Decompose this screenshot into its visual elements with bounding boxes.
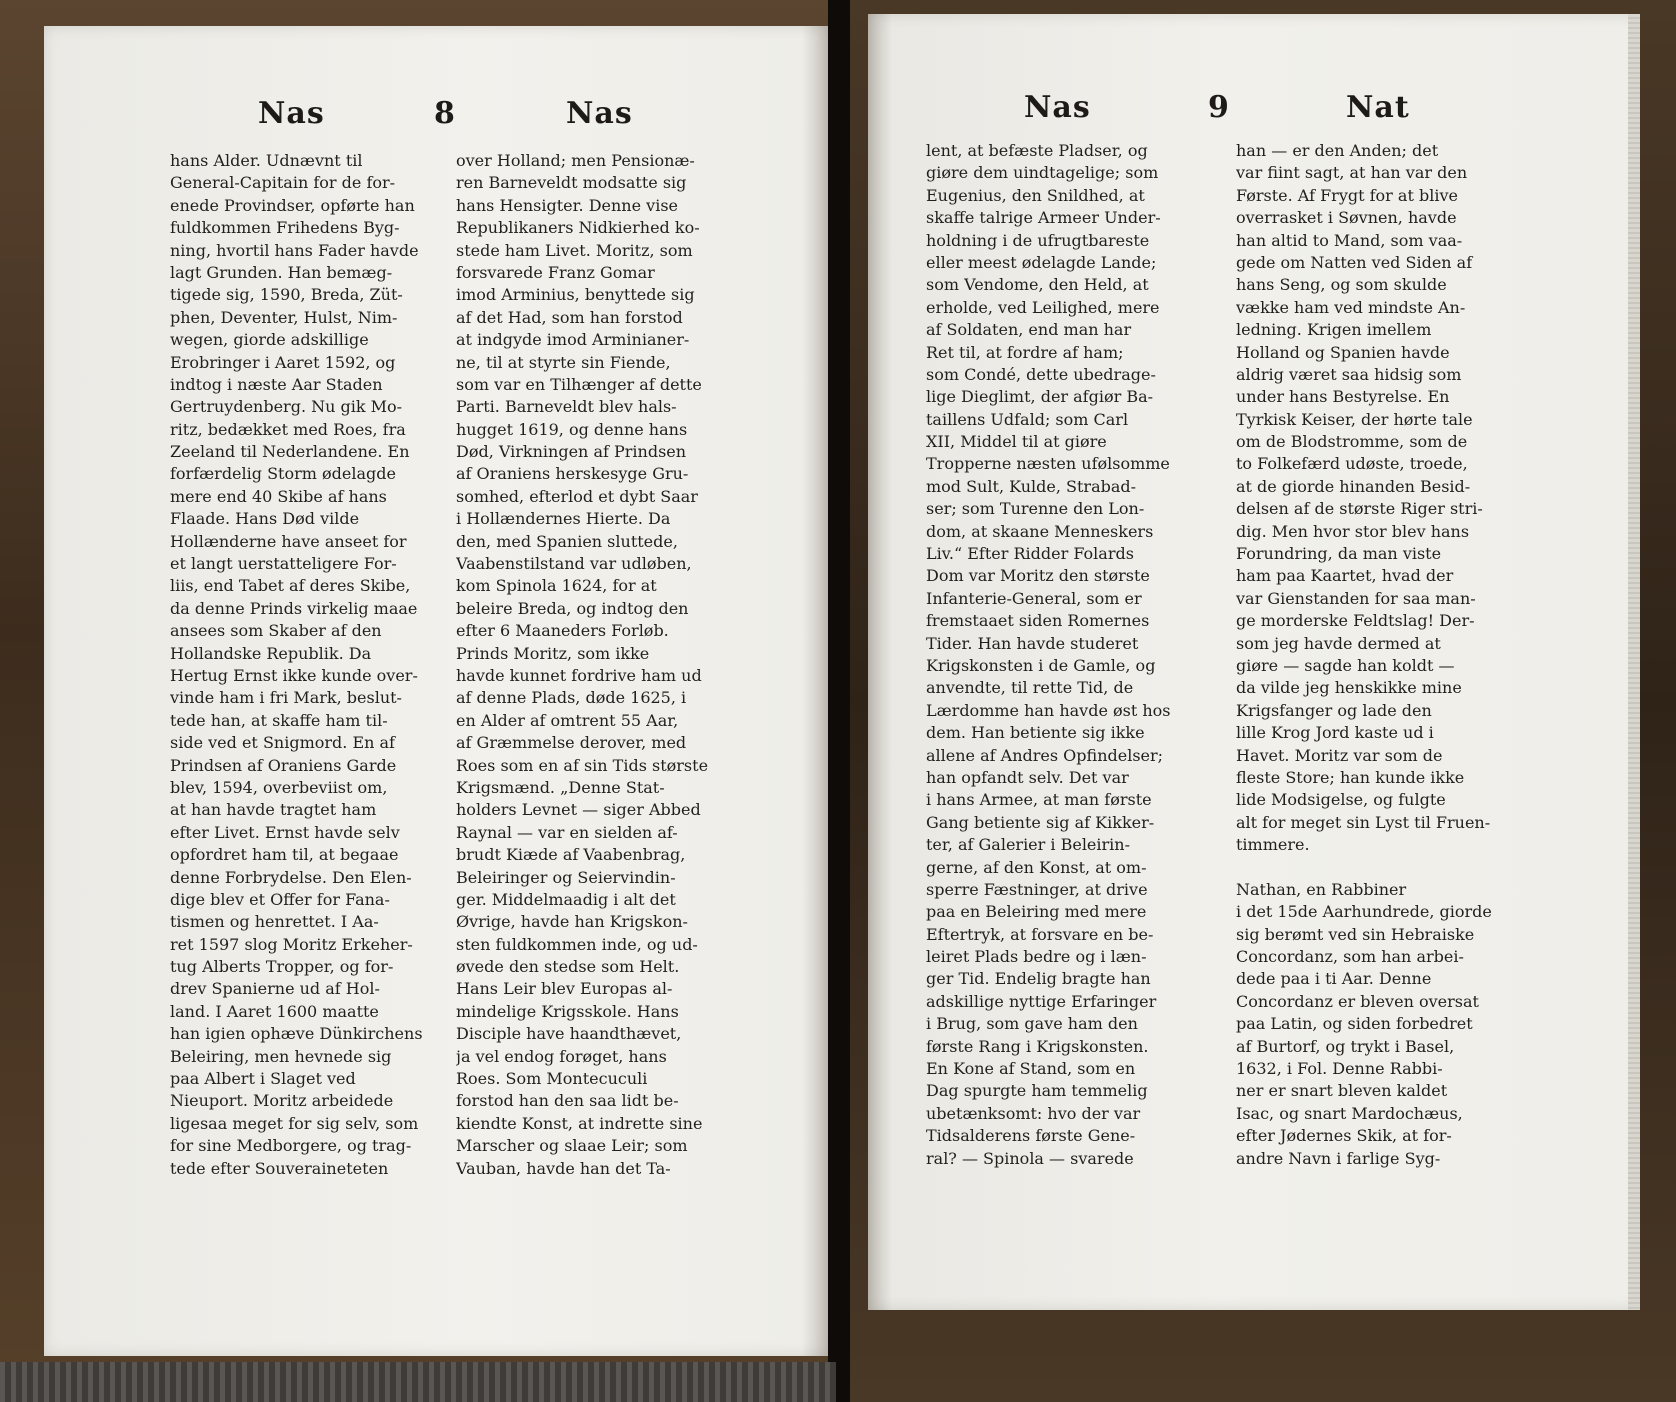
text-line: han opfandt selv. Det var bbox=[926, 767, 1129, 787]
text-line: Parti. Barneveldt blev hals- bbox=[456, 397, 677, 417]
text-line: Prindsen af Oraniens Garde bbox=[170, 755, 397, 775]
text-line: han igien ophæve Dünkirchens bbox=[170, 1024, 423, 1044]
text-line: indtog i næste Aar Staden bbox=[170, 374, 383, 394]
text-line: sig berømt ved sin Hebraiske bbox=[1236, 924, 1475, 944]
text-line: denne Forbrydelse. Den Elen- bbox=[170, 867, 412, 887]
text-line: forfærdelig Storm ødelagde bbox=[170, 464, 396, 484]
text-line: Tyrkisk Keiser, der hørte tale bbox=[1236, 409, 1473, 429]
text-line: Hertug Ernst ikke kunde over- bbox=[170, 665, 418, 685]
text-line: sperre Fæstninger, at drive bbox=[926, 879, 1148, 899]
text-line: tismen og henrettet. I Aa- bbox=[170, 912, 379, 932]
text-line: gerne, af den Konst, at om- bbox=[926, 857, 1147, 877]
text-line: af Oraniens herskesyge Gru- bbox=[456, 464, 689, 484]
text-line: kiendte Konst, at indrette sine bbox=[456, 1113, 703, 1133]
text-line: fleste Store; han kunde ikke bbox=[1236, 767, 1465, 787]
text-line: hugget 1619, og denne hans bbox=[456, 419, 688, 439]
text-line: Marscher og slaae Leir; som bbox=[456, 1136, 688, 1156]
text-line: ne, til at styrte sin Fiende, bbox=[456, 352, 671, 372]
text-line: alt for meget sin Lyst til Fruen- bbox=[1236, 812, 1491, 832]
text-line: andre Navn i farlige Syg- bbox=[1236, 1148, 1441, 1168]
text-line: somhed, efterlod et dybt Saar bbox=[456, 486, 698, 506]
text-line: af denne Plads, døde 1625, i bbox=[456, 688, 687, 708]
text-line: ansees som Skaber af den bbox=[170, 621, 382, 641]
text-line: tug Alberts Tropper, og for- bbox=[170, 957, 394, 977]
text-line: mindelige Krigsskole. Hans bbox=[456, 1001, 679, 1021]
text-line: Øvrige, havde han Krigskon- bbox=[456, 912, 688, 932]
text-line: Roes. Som Montecuculi bbox=[456, 1069, 648, 1089]
left-header-right: Nas bbox=[566, 96, 633, 131]
text-line: Republikaners Nidkierhed ko- bbox=[456, 218, 700, 238]
text-line: enede Provindser, opførte han bbox=[170, 195, 415, 215]
text-line: Dag spurgte ham temmelig bbox=[926, 1081, 1148, 1101]
text-line: timmere. bbox=[1236, 835, 1310, 855]
text-line: Erobringer i Aaret 1592, og bbox=[170, 352, 396, 372]
text-line: leiret Plads bedre og i læn- bbox=[926, 947, 1147, 967]
text-line: første Rang i Krigskonsten. bbox=[926, 1036, 1149, 1056]
text-line: ral? — Spinola — svarede bbox=[926, 1148, 1134, 1168]
text-line: Beleiringer og Seiervindin- bbox=[456, 867, 676, 887]
text-line: Vaabenstilstand var udløben, bbox=[456, 554, 692, 574]
text-line: ja vel endog forøget, hans bbox=[456, 1046, 667, 1066]
text-line: ter, af Galerier i Beleirin- bbox=[926, 835, 1130, 855]
right-column-2 bbox=[1236, 140, 1528, 1170]
text-line: Gertruydenberg. Nu gik Mo- bbox=[170, 397, 403, 417]
text-line: Roes som en af sin Tids største bbox=[456, 755, 709, 775]
text-line: brudt Kiæde af Vaabenbrag, bbox=[456, 845, 686, 865]
text-line: Tidsalderens første Gene- bbox=[926, 1126, 1136, 1146]
text-line: Forundring, da man viste bbox=[1236, 544, 1442, 564]
text-line: da vilde jeg henskikke mine bbox=[1236, 678, 1462, 698]
text-line: Havet. Moritz var som de bbox=[1236, 745, 1443, 765]
text-line: fremstaaet siden Romernes bbox=[926, 611, 1150, 631]
text-line: tigede sig, 1590, Breda, Züt- bbox=[170, 285, 403, 305]
text-line: Isac, og snart Mardochæus, bbox=[1236, 1103, 1463, 1123]
text-line: Eugenius, den Snildhed, at bbox=[926, 185, 1145, 205]
text-line: Hans Leir blev Europas al- bbox=[456, 979, 673, 999]
text-line: aldrig været saa hidsig som bbox=[1236, 364, 1462, 384]
text-line: ner er snart bleven kaldet bbox=[1236, 1081, 1448, 1101]
text-line: som jeg havde dermed at bbox=[1236, 633, 1441, 653]
text-line: efter Jødernes Skik, at for- bbox=[1236, 1126, 1452, 1146]
text-line: phen, Deventer, Hulst, Nim- bbox=[170, 307, 398, 327]
text-line: mere end 40 Skibe af hans bbox=[170, 486, 387, 506]
text-line: Død, Virkningen af Prindsen bbox=[456, 442, 687, 462]
left-column-2 bbox=[456, 150, 746, 1180]
text-line: lige Dieglimt, der afgiør Ba- bbox=[926, 387, 1154, 407]
text-line: Concordanz er bleven oversat bbox=[1236, 991, 1479, 1011]
text-line: overrasket i Søvnen, havde bbox=[1236, 208, 1457, 228]
text-line: ret 1597 slog Moritz Erkeher- bbox=[170, 934, 413, 954]
text-line: lide Modsigelse, og fulgte bbox=[1236, 790, 1446, 810]
text-line: Første. Af Frygt for at blive bbox=[1236, 185, 1458, 205]
text-line: Infanterie-General, som er bbox=[926, 588, 1142, 608]
text-line: stede ham Livet. Moritz, som bbox=[456, 240, 693, 260]
text-line: ren Barneveldt modsatte sig bbox=[456, 173, 687, 193]
gutter-gap bbox=[828, 0, 850, 1402]
text-line: mod Sult, Kulde, Strabad- bbox=[926, 476, 1137, 496]
text-line: lille Krog Jord kaste ud i bbox=[1236, 723, 1434, 743]
text-line: Vauban, havde han det Ta- bbox=[456, 1158, 671, 1178]
text-line: hans Alder. Udnævnt til bbox=[170, 151, 363, 170]
text-line: forstod han den saa lidt be- bbox=[456, 1091, 679, 1111]
text-line: af Burtorf, og trykt i Basel, bbox=[1236, 1036, 1455, 1056]
text-line: liis, end Tabet af deres Skibe, bbox=[170, 576, 411, 596]
text-line: allene af Andres Opfindelser; bbox=[926, 745, 1164, 765]
text-line: giøre — sagde han koldt — bbox=[1236, 655, 1455, 675]
text-line: som Condé, dette ubedrage- bbox=[926, 364, 1156, 384]
text-line: ledning. Krigen imellem bbox=[1236, 320, 1432, 340]
text-line bbox=[1236, 857, 1528, 879]
text-line: at han havde tragtet ham bbox=[170, 800, 377, 820]
text-line: som Vendome, den Held, at bbox=[926, 275, 1149, 295]
text-line: blev, 1594, overbeviist om, bbox=[170, 777, 388, 797]
text-line: vinde ham i fri Mark, beslut- bbox=[170, 688, 402, 708]
text-line: ger Tid. Endelig bragte han bbox=[926, 969, 1151, 989]
text-line: som var en Tilhænger af dette bbox=[456, 374, 702, 394]
left-page bbox=[44, 26, 828, 1356]
text-line: Krigskonsten i de Gamle, og bbox=[926, 655, 1156, 675]
text-line: General-Capitain for de for- bbox=[170, 173, 396, 193]
text-line: i Hollændernes Hierte. Da bbox=[456, 509, 671, 529]
text-line: om de Blodstromme, som de bbox=[1236, 432, 1468, 452]
text-line: af Græmmelse derover, med bbox=[456, 733, 687, 753]
right-header-right: Nat bbox=[1346, 90, 1410, 125]
text-line: tede efter Souveraineteten bbox=[170, 1158, 389, 1178]
text-line: ser; som Turenne den Lon- bbox=[926, 499, 1145, 519]
text-line: var fiint sagt, at han var den bbox=[1236, 163, 1468, 183]
text-line: Ret til, at fordre af ham; bbox=[926, 342, 1124, 362]
page-edge-band bbox=[0, 1362, 836, 1402]
text-line: Tropperne næsten ufølsomme bbox=[926, 454, 1170, 474]
text-line: delsen af de største Riger stri- bbox=[1236, 499, 1483, 519]
text-line: En Kone af Stand, som en bbox=[926, 1059, 1136, 1079]
text-line: tede han, at skaffe ham til- bbox=[170, 710, 388, 730]
left-page-number: 8 bbox=[434, 96, 456, 131]
text-line: opfordret ham til, at begaae bbox=[170, 845, 399, 865]
text-line: Nieuport. Moritz arbeidede bbox=[170, 1091, 394, 1111]
text-line: lagt Grunden. Han bemæg- bbox=[170, 262, 393, 282]
text-line: efter 6 Maaneders Forløb. bbox=[456, 621, 669, 641]
text-line: vække ham ved mindste An- bbox=[1236, 297, 1466, 317]
text-line: dige blev et Offer for Fana- bbox=[170, 889, 390, 909]
text-line: kom Spinola 1624, for at bbox=[456, 576, 657, 596]
text-line: Gang betiente sig af Kikker- bbox=[926, 812, 1155, 832]
text-line: land. I Aaret 1600 maatte bbox=[170, 1001, 379, 1021]
text-line: ger. Middelmaadig i alt det bbox=[456, 889, 676, 909]
text-line: 1632, i Fol. Denne Rabbi- bbox=[1236, 1059, 1443, 1079]
text-line: skaffe talrige Armeer Under- bbox=[926, 208, 1161, 228]
text-line: var Gienstanden for saa man- bbox=[1236, 588, 1476, 608]
text-line: i Brug, som gave ham den bbox=[926, 1014, 1138, 1034]
text-line: Disciple have haandthævet, bbox=[456, 1024, 682, 1044]
left-header-left: Nas bbox=[258, 96, 325, 131]
text-line: af det Had, som han forstod bbox=[456, 307, 683, 327]
text-line: side ved et Snigmord. En af bbox=[170, 733, 395, 753]
text-line: havde kunnet fordrive ham ud bbox=[456, 665, 702, 685]
text-line: Krigsfanger og lade den bbox=[1236, 700, 1432, 720]
text-line: ge morderske Feldtslag! Der- bbox=[1236, 611, 1475, 631]
text-line: Beleiring, men hevnede sig bbox=[170, 1046, 392, 1066]
right-page-number: 9 bbox=[1208, 90, 1230, 125]
text-line: han altid to Mand, som vaa- bbox=[1236, 230, 1463, 250]
text-line: hans Hensigter. Denne vise bbox=[456, 195, 678, 215]
text-line: for sine Medborgere, og trag- bbox=[170, 1136, 412, 1156]
text-line: dom, at skaane Menneskers bbox=[926, 521, 1154, 541]
text-line: et langt uerstatteligere For- bbox=[170, 554, 397, 574]
text-line: paa Latin, og siden forbedret bbox=[1236, 1014, 1473, 1034]
text-line: han — er den Anden; det bbox=[1236, 141, 1439, 160]
text-line: Eftertryk, at forsvare en be- bbox=[926, 924, 1154, 944]
text-line: sten fuldkommen inde, og ud- bbox=[456, 934, 698, 954]
left-column-1 bbox=[170, 150, 456, 1180]
text-line: Dom var Moritz den største bbox=[926, 566, 1150, 586]
text-line: imod Arminius, benyttede sig bbox=[456, 285, 695, 305]
text-line: hans Seng, og som skulde bbox=[1236, 275, 1447, 295]
text-line: XII, Middel til at giøre bbox=[926, 432, 1107, 452]
text-line: ham paa Kaartet, hvad der bbox=[1236, 566, 1454, 586]
text-line: dig. Men hvor stor blev hans bbox=[1236, 521, 1470, 541]
text-line: at indgyde imod Arminianer- bbox=[456, 330, 690, 350]
text-line: Hollandske Republik. Da bbox=[170, 643, 372, 663]
text-line: paa Albert i Slaget ved bbox=[170, 1069, 356, 1089]
text-line: i hans Armee, at man første bbox=[926, 790, 1152, 810]
text-line: holders Levnet — siger Abbed bbox=[456, 800, 701, 820]
text-line: ning, hvortil hans Fader havde bbox=[170, 240, 419, 260]
right-header-left: Nas bbox=[1024, 90, 1091, 125]
text-line: Flaade. Hans Død vilde bbox=[170, 509, 360, 529]
text-line: ubetænksomt: hvo der var bbox=[926, 1103, 1141, 1123]
text-line: Holland og Spanien havde bbox=[1236, 342, 1450, 362]
text-line: Liv.“ Efter Ridder Folards bbox=[926, 544, 1134, 564]
text-line: at de giorde hinanden Besid- bbox=[1236, 476, 1471, 496]
text-line: da denne Prinds virkelig maae bbox=[170, 598, 418, 618]
text-line: Tider. Han havde studeret bbox=[926, 633, 1139, 653]
text-line: wegen, giorde adskillige bbox=[170, 330, 369, 350]
text-line: over Holland; men Pensionæ- bbox=[456, 151, 695, 170]
text-line: en Alder af omtrent 55 Aar, bbox=[456, 710, 679, 730]
text-line: øvede den stedse som Helt. bbox=[456, 957, 680, 977]
text-line: Raynal — var en sielden af- bbox=[456, 822, 678, 842]
text-line: paa en Beleiring med mere bbox=[926, 902, 1147, 922]
text-line: den, med Spanien sluttede, bbox=[456, 531, 678, 551]
text-line: eller meest ødelagde Lande; bbox=[926, 252, 1157, 272]
text-line: dem. Han betiente sig ikke bbox=[926, 723, 1145, 743]
text-line: Krigsmænd. „Denne Stat- bbox=[456, 777, 665, 797]
text-line: Concordanz, som han arbei- bbox=[1236, 947, 1464, 967]
text-line: to Folkefærd udøste, troede, bbox=[1236, 454, 1468, 474]
text-line: anvendte, til rette Tid, de bbox=[926, 678, 1134, 698]
text-line: adskillige nyttige Erfaringer bbox=[926, 991, 1157, 1011]
text-line: Zeeland til Nederlandene. En bbox=[170, 442, 410, 462]
text-line: lent, at befæste Pladser, og bbox=[926, 141, 1148, 160]
text-line: gede om Natten ved Siden af bbox=[1236, 252, 1473, 272]
text-line: drev Spanierne ud af Hol- bbox=[170, 979, 380, 999]
text-line: holdning i de ufrugtbareste bbox=[926, 230, 1150, 250]
text-line: Nathan, en Rabbiner bbox=[1236, 879, 1407, 899]
text-line: fuldkommen Frihedens Byg- bbox=[170, 218, 400, 238]
text-line: i det 15de Aarhundrede, giorde bbox=[1236, 902, 1492, 922]
text-line: ligesaa meget for sig selv, som bbox=[170, 1113, 419, 1133]
text-line: beleire Breda, og indtog den bbox=[456, 598, 689, 618]
text-line: dede paa i ti Aar. Denne bbox=[1236, 969, 1432, 989]
text-line: taillens Udfald; som Carl bbox=[926, 409, 1129, 429]
text-line: Hollænderne have anseet for bbox=[170, 531, 407, 551]
text-line: Prinds Moritz, som ikke bbox=[456, 643, 650, 663]
text-line: ritz, bedækket med Roes, fra bbox=[170, 419, 406, 439]
right-page bbox=[868, 14, 1640, 1310]
text-line: efter Livet. Ernst havde selv bbox=[170, 822, 400, 842]
text-line: under hans Bestyrelse. En bbox=[1236, 387, 1450, 407]
text-line: Lærdomme han havde øst hos bbox=[926, 700, 1171, 720]
text-line: giøre dem uindtagelige; som bbox=[926, 163, 1159, 183]
right-column-1 bbox=[926, 140, 1216, 1170]
text-line: af Soldaten, end man har bbox=[926, 320, 1132, 340]
text-line: erholde, ved Leilighed, mere bbox=[926, 297, 1160, 317]
text-line: forsvarede Franz Gomar bbox=[456, 262, 655, 282]
